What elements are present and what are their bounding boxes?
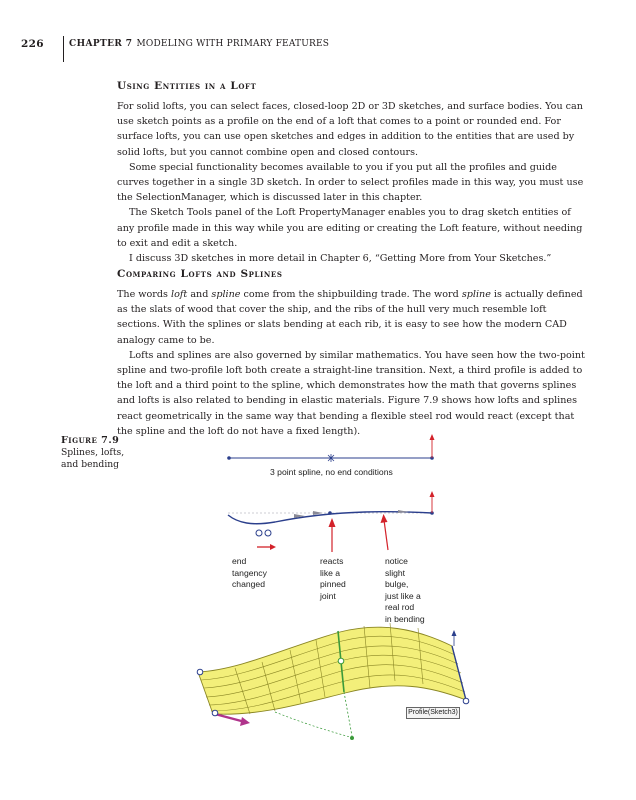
profile-point (212, 710, 218, 716)
axis-arrowhead (452, 630, 457, 636)
loft-surface (197, 623, 469, 740)
spline-midpoint-marker (327, 454, 335, 462)
magenta-handle (215, 714, 245, 722)
callout-arrow-bulge (384, 520, 388, 550)
paragraph: The Sketch Tools panel of the Loft PropertyManager enables you to drag sketch entities of any profile made in this way while you are editing or creating the Loft feature, without needing to exit and edit a sketch. (117, 207, 583, 249)
callout-arrowhead (329, 518, 336, 527)
bent-spline (228, 491, 435, 552)
figure-label: Figure 7.9 (61, 435, 120, 446)
profile-tag[interactable]: Profile(Sketch3) (406, 707, 460, 719)
magenta-arrowhead (240, 717, 250, 726)
guide-dashed (344, 692, 352, 736)
figure-title: Splines, lofts, and bending (61, 447, 125, 471)
callout-arrowhead (381, 514, 388, 523)
term-loft: loft (171, 289, 188, 300)
paragraph: Lofts and splines are also governed by similar mathematics. You have seen how the two-point spline and two-profile loft both create a straight-line transition. Next, a third profile is added to the loft and a third point to the spline, which demonstrates how the math that governs splines and lofts is also related to bending in elastic materials. Figure 7.9 shows how lofts and splines react geometrically in the same way that bending a flexible steel rod would react (except that the spline and the loft do not have a fixed length). (117, 349, 585, 437)
chapter-label: CHAPTER 7 (69, 39, 133, 49)
tangency-handle (265, 530, 271, 536)
annotation-pinned-joint: reacts like a pinned joint (320, 556, 346, 601)
term-spline: spline (461, 289, 491, 300)
spline-label: 3 point spline, no end conditions (270, 467, 393, 477)
axis-arrowhead (430, 491, 435, 497)
guide-dashed (275, 712, 350, 737)
section-heading-comparing: Comparing Lofts and Splines (117, 268, 283, 280)
annotation-slight-bulge: notice slight bulge, just like a real rod in bending (385, 556, 425, 624)
straight-spline (227, 434, 434, 462)
chapter-title: MODELING WITH PRIMARY FEATURES (136, 39, 330, 49)
tangent-arrowhead (270, 544, 276, 550)
paragraph: I discuss 3D sketches in more detail in Chapter 6, “Getting More from Your Sketches.” (129, 253, 552, 265)
annotation-end-tangency: end tangency changed (232, 556, 267, 589)
paragraph: For solid lofts, you can select faces, closed-loop 2D or 3D sketches, and surface bodies. You can use sketch points as a profile on the end of a loft that comes to a point or rounded end. For surface lofts, you can use open sketches and edges in addition to the entities that are used by solid lofts, but you cannot combine open and closed contours. (117, 101, 583, 158)
term-spline: spline (211, 289, 241, 300)
section-heading-entities: Using Entities in a Loft (117, 80, 257, 92)
profile-point (197, 669, 203, 675)
spline-midpoint (328, 511, 332, 515)
paragraph: The words loft and spline come from the shipbuilding trade. The word spline is actually defined as the slats of wood that cover the ship, and the ribs of the hull very much resemble loft sections. With the splines or slats bending at each rib, it is easy to see how the modern CAD analogy came to be. (117, 289, 583, 346)
spline-endpoint (227, 456, 231, 460)
profile-point (338, 658, 344, 664)
tangency-handle (256, 530, 262, 536)
axis-arrowhead (430, 434, 435, 440)
page-number: 226 (21, 38, 44, 50)
profile-point (463, 698, 469, 704)
guide-point (350, 736, 354, 740)
paragraph: Some special functionality becomes available to you if you put all the profiles and guide curves together in a single 3D sketch. In order to select profiles made in this way, you must use the SelectionManager, which is discussed later in this chapter. (117, 161, 584, 204)
loft-face (198, 627, 466, 714)
